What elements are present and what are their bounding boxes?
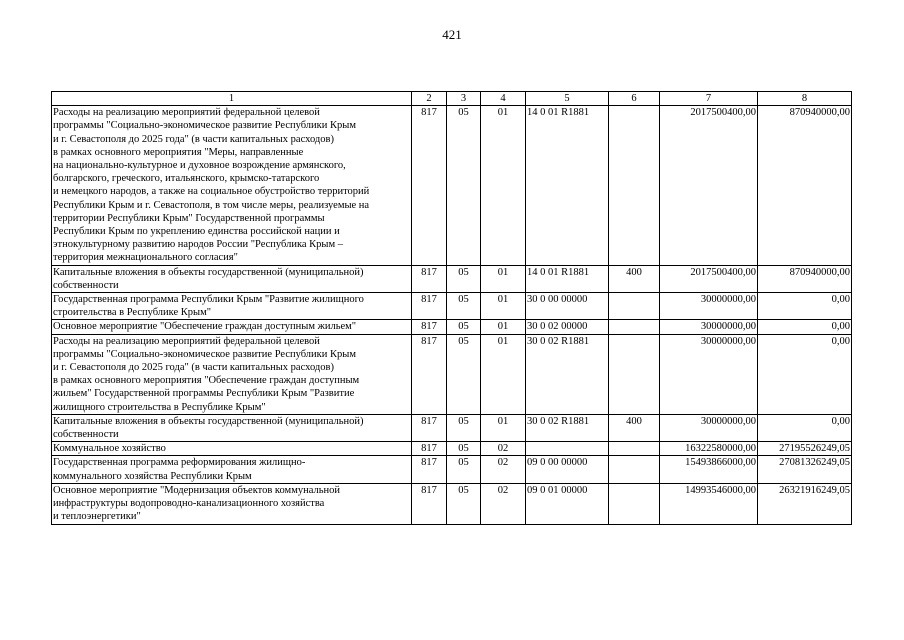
amount-col-7: 30000000,00 — [660, 293, 758, 320]
section-code: 05 — [447, 320, 481, 334]
description-line: территории Республики Крым" Государственной программы — [53, 212, 325, 224]
description-line: этнокультурному развитию народов России "Республика Крым – — [53, 239, 344, 251]
target-article-code: 09 0 00 00000 — [526, 456, 609, 483]
description-line: Республики Крым и г. Севастополя, в том числе меры, реализуемые на — [53, 199, 370, 211]
amount-col-7: 2017500400,00 — [660, 106, 758, 265]
table-row — [52, 334, 852, 414]
description-line: жильем" Государственной программы Республики Крым "Развитие — [53, 388, 355, 400]
description-line: Государственная программа Республики Крым "Развитие жилищного — [53, 294, 364, 306]
table-row — [52, 106, 852, 265]
header-row — [52, 92, 852, 106]
header-cell-3: 3 — [447, 92, 481, 106]
subsection-code: 01 — [481, 293, 526, 320]
amount-col-8: 870940000,00 — [758, 265, 852, 292]
section-code: 05 — [447, 293, 481, 320]
row-description — [52, 265, 412, 292]
amount-col-8: 27195526249,05 — [758, 442, 852, 456]
target-article-code — [526, 442, 609, 456]
ministry-code: 817 — [412, 265, 447, 292]
row-description — [52, 456, 412, 483]
description-line: и г. Севастополя до 2025 года" (в части капитальных расходов) — [53, 133, 334, 145]
amount-col-7: 2017500400,00 — [660, 265, 758, 292]
subsection-code: 01 — [481, 414, 526, 441]
target-article-code: 30 0 02 00000 — [526, 320, 609, 334]
ministry-code: 817 — [412, 456, 447, 483]
section-code: 05 — [447, 483, 481, 524]
subsection-code: 01 — [481, 334, 526, 414]
subsection-code: 01 — [481, 320, 526, 334]
description-line: программы "Социально-экономическое развитие Республики Крым — [53, 120, 356, 132]
header-cell-1: 1 — [52, 92, 412, 106]
expense-type-code — [609, 106, 660, 265]
ministry-code: 817 — [412, 442, 447, 456]
description-line: собственности — [53, 279, 119, 291]
expense-type-code — [609, 442, 660, 456]
amount-col-8: 0,00 — [758, 320, 852, 334]
amount-col-8: 870940000,00 — [758, 106, 852, 265]
expense-type-code: 400 — [609, 414, 660, 441]
expense-type-code — [609, 456, 660, 483]
row-description — [52, 293, 412, 320]
section-code: 05 — [447, 334, 481, 414]
amount-col-8: 0,00 — [758, 334, 852, 414]
amount-col-7: 16322580000,00 — [660, 442, 758, 456]
row-description — [52, 483, 412, 524]
description-line: Капитальные вложения в объекты государственной (муниципальной) — [53, 415, 364, 427]
section-code: 05 — [447, 456, 481, 483]
header-cell-5: 5 — [526, 92, 609, 106]
amount-col-8: 0,00 — [758, 414, 852, 441]
section-code: 05 — [447, 265, 481, 292]
page-number: 421 — [442, 27, 462, 42]
description-line: Основное мероприятие "Обеспечение граждан доступным жильем" — [53, 321, 357, 333]
description-line: Республики Крым по укреплению единства российской нации и — [53, 226, 340, 238]
description-line: территория межнационального согласия" — [53, 252, 238, 264]
target-article-code: 30 0 00 00000 — [526, 293, 609, 320]
description-line: и теплоэнергетики" — [53, 511, 141, 523]
expense-type-code — [609, 293, 660, 320]
target-article-code: 14 0 01 R1881 — [526, 265, 609, 292]
amount-col-8: 0,00 — [758, 293, 852, 320]
section-code: 05 — [447, 442, 481, 456]
subsection-code: 02 — [481, 442, 526, 456]
description-line: Расходы на реализацию мероприятий федеральной целевой — [53, 107, 320, 119]
description-line: собственности — [53, 429, 119, 441]
amount-col-8: 26321916249,05 — [758, 483, 852, 524]
row-description — [52, 320, 412, 334]
row-description — [52, 414, 412, 441]
row-description — [52, 106, 412, 265]
description-line: строительства в Республике Крым" — [53, 307, 212, 319]
section-code: 05 — [447, 414, 481, 441]
description-line: инфраструктуры водопроводно-канализационного хозяйства — [53, 498, 325, 510]
table-row — [52, 483, 852, 524]
header-cell-4: 4 — [481, 92, 526, 106]
table-row — [52, 293, 852, 320]
description-line: на национально-культурное и духовное возрождение армянского, — [53, 160, 346, 172]
description-line: программы "Социально-экономическое развитие Республики Крым — [53, 348, 356, 360]
description-line: Основное мероприятие "Модернизация объектов коммунальной — [53, 484, 340, 496]
subsection-code: 02 — [481, 456, 526, 483]
table-row — [52, 320, 852, 334]
expense-type-code — [609, 483, 660, 524]
amount-col-7: 30000000,00 — [660, 334, 758, 414]
target-article-code: 09 0 01 00000 — [526, 483, 609, 524]
description-line: в рамках основного мероприятия "Меры, направленные — [53, 146, 304, 158]
description-line: жилищного строительства в Республике Крым" — [53, 401, 266, 413]
description-line: Расходы на реализацию мероприятий федеральной целевой — [53, 335, 320, 347]
ministry-code: 817 — [412, 483, 447, 524]
table-row — [52, 456, 852, 483]
ministry-code: 817 — [412, 320, 447, 334]
header-cell-7: 7 — [660, 92, 758, 106]
budget-table — [51, 91, 852, 525]
amount-col-7: 14993546000,00 — [660, 483, 758, 524]
target-article-code: 14 0 01 R1881 — [526, 106, 609, 265]
ministry-code: 817 — [412, 293, 447, 320]
description-line: Государственная программа реформирования жилищно- — [53, 457, 306, 469]
header-cell-6: 6 — [609, 92, 660, 106]
description-line: и г. Севастополя до 2025 года" (в части капитальных расходов) — [53, 362, 334, 374]
header-cell-2: 2 — [412, 92, 447, 106]
header-cell-8: 8 — [758, 92, 852, 106]
table-row — [52, 414, 852, 441]
amount-col-8: 27081326249,05 — [758, 456, 852, 483]
row-description — [52, 442, 412, 456]
amount-col-7: 15493866000,00 — [660, 456, 758, 483]
ministry-code: 817 — [412, 334, 447, 414]
table-body — [52, 106, 852, 524]
subsection-code: 01 — [481, 106, 526, 265]
ministry-code: 817 — [412, 414, 447, 441]
ministry-code: 817 — [412, 106, 447, 265]
description-line: и немецкого народов, а также на социальное обустройство территорий — [53, 186, 370, 198]
expense-type-code — [609, 334, 660, 414]
subsection-code: 02 — [481, 483, 526, 524]
row-description — [52, 334, 412, 414]
description-line: Капитальные вложения в объекты государственной (муниципальной) — [53, 266, 364, 278]
table-row — [52, 265, 852, 292]
description-line: коммунального хозяйства Республики Крым — [53, 470, 252, 482]
description-line: болгарского, греческого, итальянского, крымско-татарского — [53, 173, 320, 185]
section-code: 05 — [447, 106, 481, 265]
table-row — [52, 442, 852, 456]
description-line: в рамках основного мероприятия "Обеспечение граждан доступным — [53, 375, 360, 387]
subsection-code: 01 — [481, 265, 526, 292]
target-article-code: 30 0 02 R1881 — [526, 414, 609, 441]
expense-type-code: 400 — [609, 265, 660, 292]
target-article-code: 30 0 02 R1881 — [526, 334, 609, 414]
amount-col-7: 30000000,00 — [660, 320, 758, 334]
description-line: Коммунальное хозяйство — [53, 443, 166, 455]
expense-type-code — [609, 320, 660, 334]
amount-col-7: 30000000,00 — [660, 414, 758, 441]
